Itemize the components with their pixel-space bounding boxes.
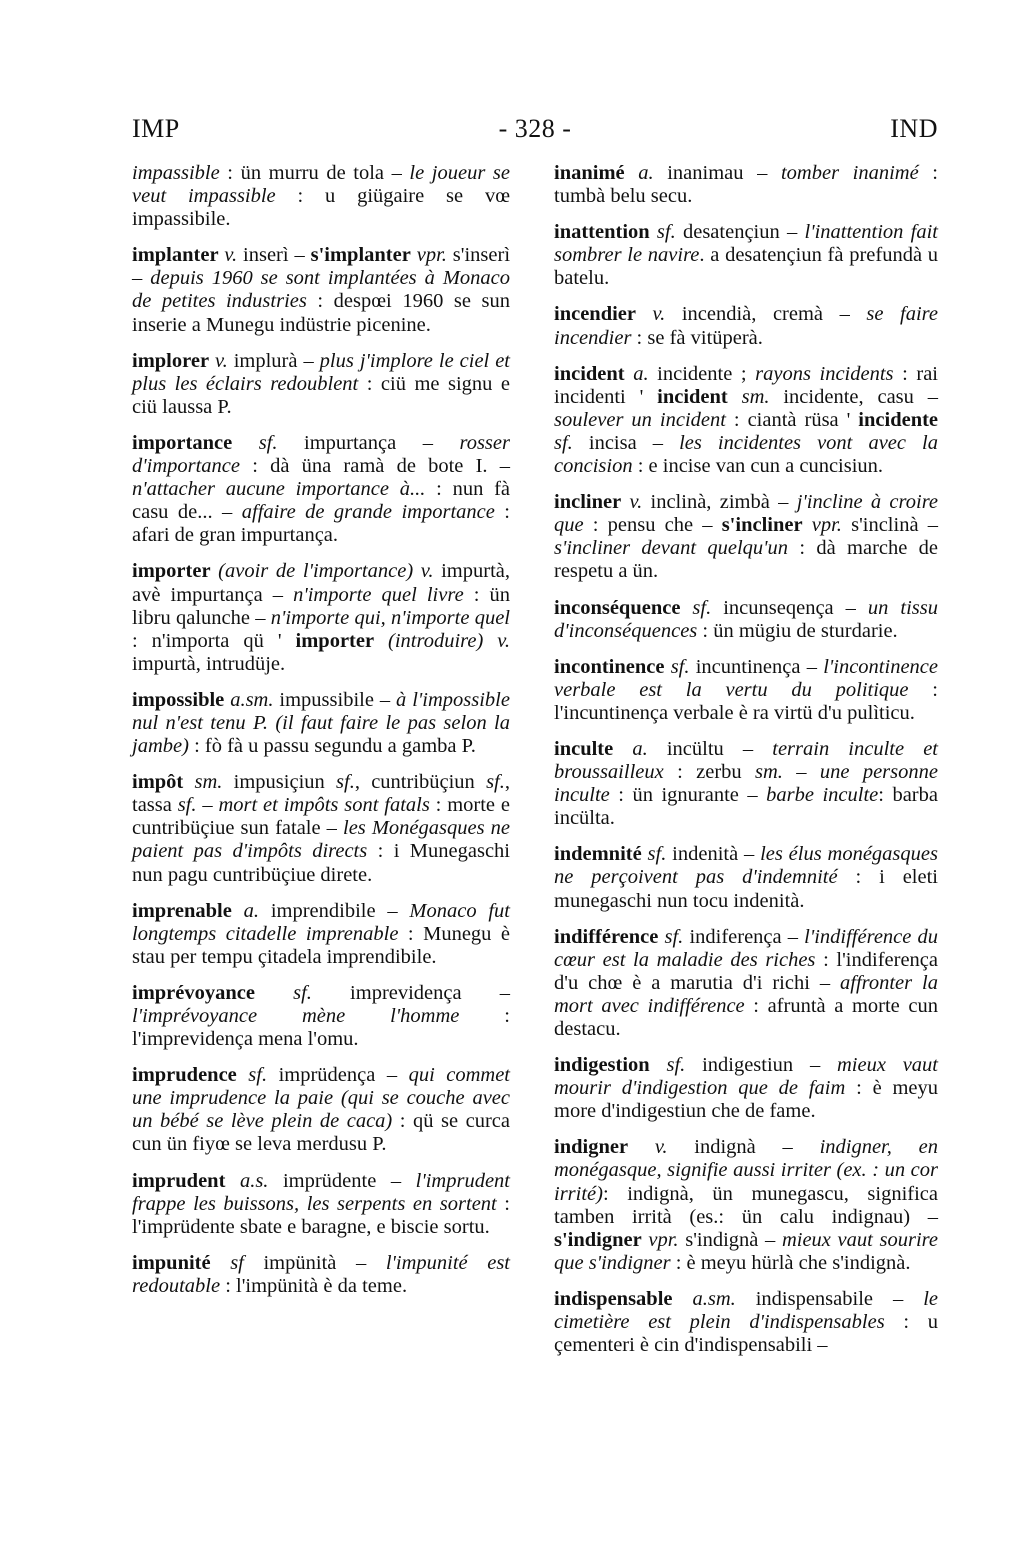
french-example: mieux vaut sourire que s'indigner bbox=[554, 1228, 938, 1274]
french-example: affronter la mort avec indifférence bbox=[554, 971, 938, 1017]
monegasque-text: desatençiun – bbox=[682, 221, 805, 244]
headword: imprévoyance bbox=[132, 981, 255, 1004]
dictionary-entry bbox=[554, 1054, 938, 1123]
grammar-label: a. bbox=[624, 362, 658, 385]
monegasque-text: impurtà, avè impurtança – bbox=[132, 560, 510, 606]
dictionary-entry bbox=[132, 1252, 510, 1298]
headword: impôt bbox=[132, 771, 184, 794]
french-example: l'inattention fait sombrer le navire bbox=[554, 221, 938, 267]
monegasque-text: incidente, casu – bbox=[783, 385, 938, 408]
headword: inculte bbox=[554, 737, 614, 760]
monegasque-text: : pensu che – bbox=[583, 514, 722, 537]
headword: incident bbox=[657, 385, 728, 408]
monegasque-text: imprevidença – bbox=[350, 981, 510, 1004]
headword: incident bbox=[554, 362, 625, 385]
headword: impunité bbox=[132, 1251, 211, 1274]
dictionary-entry bbox=[554, 926, 938, 1041]
grammar-label: sf. bbox=[658, 925, 690, 948]
monegasque-text: : u çementeri è cin d'indispensabili – bbox=[554, 1311, 938, 1357]
monegasque-text: : Munegu è stau per tempu çitadela imprendibile. bbox=[132, 922, 511, 968]
grammar-label: sf. bbox=[336, 771, 355, 794]
monegasque-text: indiferença – bbox=[689, 925, 805, 948]
monegasque-text: incidente ; bbox=[657, 362, 756, 385]
monegasque-text: : ün mügiu de sturdarie. bbox=[697, 619, 898, 642]
headword: indigestion bbox=[554, 1054, 650, 1077]
monegasque-text: : afruntà a morte cun destacu. bbox=[554, 994, 938, 1040]
french-example: affaire de grande importance bbox=[241, 501, 495, 524]
dictionary-entry bbox=[132, 350, 510, 419]
headword: incontinence bbox=[554, 655, 665, 678]
monegasque-text: implurà – bbox=[233, 349, 320, 372]
french-example: depuis 1960 se sont implantées à Monaco de petites industries bbox=[132, 267, 511, 313]
grammar-label: sf. bbox=[236, 1064, 279, 1087]
french-example: l'impunité est redoutable bbox=[132, 1251, 510, 1297]
monegasque-text: : se fà vitüperà. bbox=[631, 326, 763, 349]
dictionary-entry bbox=[554, 303, 938, 349]
dictionary-entry bbox=[554, 162, 938, 208]
grammar-label: a. bbox=[613, 737, 667, 760]
monegasque-text: s'indignà – bbox=[678, 1228, 782, 1251]
dictionary-entry bbox=[554, 656, 938, 725]
grammar-label: sm. bbox=[755, 761, 783, 784]
monegasque-text: : e incise van cun a cuncisiun. bbox=[632, 455, 884, 478]
monegasque-text: : afari de gran impurtança. bbox=[132, 501, 510, 547]
french-example: n'importe quel livre bbox=[293, 583, 464, 606]
headword: imprudent bbox=[132, 1169, 226, 1192]
monegasque-text: inclinà, zimbà – bbox=[650, 491, 797, 514]
grammar-label: v. bbox=[621, 491, 651, 514]
monegasque-text: : ün murru de tola – bbox=[219, 162, 410, 184]
french-example: se faire incendier bbox=[554, 303, 938, 349]
grammar-label: sf. bbox=[664, 655, 696, 678]
monegasque-text: : è meyu hürlà che s'indignà. bbox=[670, 1251, 911, 1274]
monegasque-text: : i eleti munegaschi nun tocu indenità. bbox=[554, 866, 938, 912]
monegasque-text: : barba incülta. bbox=[554, 784, 938, 830]
headword: s'implanter bbox=[310, 244, 411, 267]
dictionary-entry bbox=[132, 900, 510, 969]
monegasque-text: impussibile – bbox=[279, 688, 397, 711]
monegasque-text: impurtança – bbox=[304, 431, 460, 454]
monegasque-text: – bbox=[196, 794, 219, 817]
headword: importance bbox=[132, 431, 233, 454]
grammar-label: a. bbox=[624, 162, 668, 184]
monegasque-text: : i Munegaschi nun pagu cuntribüçiue direte. bbox=[132, 840, 510, 886]
monegasque-text: : tumbà belu secu. bbox=[554, 162, 939, 208]
french-example: terrain inculte et broussailleux bbox=[554, 737, 939, 784]
monegasque-text: : ün ignurante – bbox=[609, 784, 767, 807]
grammar-label: sf. bbox=[641, 843, 673, 866]
monegasque-text: s'inserì – bbox=[132, 244, 511, 290]
left-column bbox=[132, 162, 510, 1370]
dictionary-entry bbox=[554, 843, 938, 912]
grammar-label: v. bbox=[636, 303, 682, 326]
monegasque-text: indigestiun – bbox=[702, 1054, 837, 1077]
french-example: l'imprudent frappe les buissons, les serpents en sortent bbox=[132, 1169, 510, 1215]
headword: imprudence bbox=[132, 1064, 237, 1087]
french-example: les incidentes vont avec la concision bbox=[554, 431, 938, 478]
monegasque-text: s'inclinà – bbox=[841, 514, 938, 537]
monegasque-text: incuntinença – bbox=[695, 655, 824, 678]
french-example: l'imprévoyance mène l'homme bbox=[132, 1005, 460, 1027]
monegasque-text: incültu – bbox=[666, 737, 773, 760]
headword: impossible bbox=[132, 688, 225, 711]
grammar-label: sf. bbox=[486, 771, 505, 794]
monegasque-text: : n'importa qü ' bbox=[132, 629, 296, 652]
dictionary-entry bbox=[554, 221, 938, 290]
grammar-label: sf. bbox=[232, 431, 305, 454]
monegasque-text: : u giügaire se vœ impassibile. bbox=[132, 185, 511, 231]
headword: inanimé bbox=[554, 162, 625, 184]
grammar-label: a.sm. bbox=[224, 688, 280, 711]
monegasque-text: , cuntribüçiun bbox=[354, 771, 487, 794]
dictionary-entry bbox=[132, 689, 510, 758]
monegasque-text: imprendibile – bbox=[270, 899, 410, 922]
grammar-label: sf. bbox=[254, 981, 351, 1004]
headword: incliner bbox=[554, 491, 622, 514]
headword: s'indigner bbox=[554, 1228, 642, 1251]
dictionary-entry bbox=[554, 491, 938, 583]
dictionary-entry bbox=[132, 771, 510, 886]
grammar-label: sf. bbox=[680, 596, 724, 619]
french-example: s'incliner devant quelqu'un bbox=[554, 537, 789, 560]
french-example: à l'impossible nul n'est tenu P. (il faut faire le pas selon la jambe) bbox=[132, 688, 510, 758]
grammar-label: sf. bbox=[554, 431, 589, 454]
grammar-label: sm. bbox=[183, 771, 234, 794]
french-example: rayons incidents bbox=[755, 362, 894, 385]
headword: implanter bbox=[132, 244, 219, 267]
monegasque-text: incunseqença – bbox=[723, 596, 868, 619]
dictionary-entry bbox=[132, 982, 510, 1051]
french-example: le cimetière est plein d'indispensables bbox=[554, 1287, 938, 1334]
french-example: rosser d'importance bbox=[132, 431, 510, 478]
monegasque-text: : fò fà u passu segundu a gamba P. bbox=[188, 735, 476, 758]
french-example: Monaco fut longtemps citadelle imprenable bbox=[132, 899, 510, 945]
grammar-label: v. bbox=[628, 1136, 695, 1159]
french-example: un tissu d'inconséquences bbox=[554, 596, 938, 642]
dictionary-entry bbox=[554, 1136, 938, 1275]
french-example: j'incline à croire que bbox=[554, 491, 939, 537]
dictionary-entry bbox=[554, 597, 938, 643]
french-example: n'attacher aucune importance à... bbox=[132, 478, 426, 501]
monegasque-text: : morte e cuntribüçiue sun fatale – bbox=[132, 794, 510, 840]
french-example: l'indifférence du cœur est la maladie des riches bbox=[554, 925, 938, 971]
grammar-label: v. bbox=[218, 244, 244, 267]
grammar-label: sm. bbox=[727, 385, 784, 408]
monegasque-text: impusiçiun bbox=[233, 771, 337, 794]
monegasque-text: : qü se curca cun ün fiyœ se leva merdusu P. bbox=[132, 1110, 510, 1156]
monegasque-text: : nun fà casu de... – bbox=[132, 478, 510, 524]
french-example: soulever un incident bbox=[554, 408, 726, 431]
monegasque-text: , tassa bbox=[132, 771, 510, 817]
grammar-label: sf bbox=[210, 1251, 264, 1274]
headword: implorer bbox=[132, 349, 210, 372]
header-last-entry: IND bbox=[890, 114, 938, 143]
monegasque-text: : è meyu more d'indigestiun che de fame. bbox=[554, 1077, 939, 1123]
monegasque-text: : l'imprüdente sbate e baragne, e biscie sortu. bbox=[132, 1192, 510, 1238]
grammar-label: (avoir de l'importance) v. bbox=[210, 560, 442, 583]
monegasque-text: impünità – bbox=[263, 1251, 386, 1274]
monegasque-text: : l'imprevidença mena l'omu. bbox=[132, 1005, 511, 1051]
monegasque-text: : rai incidenti ' bbox=[554, 362, 938, 408]
monegasque-text: indignà – bbox=[694, 1136, 820, 1159]
monegasque-text: indispensabile – bbox=[755, 1287, 924, 1310]
dictionary-entry bbox=[132, 560, 510, 675]
running-head bbox=[132, 114, 938, 144]
grammar-label: sf. bbox=[649, 221, 683, 244]
grammar-label: vpr. bbox=[802, 514, 842, 537]
headword: importer bbox=[295, 629, 375, 652]
french-example: barbe inculte bbox=[766, 784, 879, 807]
grammar-label: sf. bbox=[177, 794, 197, 817]
grammar-label: sf. bbox=[649, 1054, 703, 1077]
dictionary-entry bbox=[132, 432, 510, 547]
french-example: impassible bbox=[132, 162, 220, 184]
monegasque-text: : ün libru qalunche – bbox=[132, 583, 510, 629]
monegasque-text: incisa – bbox=[588, 431, 680, 454]
monegasque-text: : l'indiferença d'u chœ è a marutia d'i richi – bbox=[554, 948, 938, 994]
monegasque-text: imprüdente – bbox=[282, 1169, 416, 1192]
monegasque-text: : zerbu bbox=[663, 761, 755, 784]
monegasque-text: . a desatençiun fà prefundà u batelu. bbox=[554, 244, 939, 290]
french-example: mieux vaut mourir d'indigestion que de faim bbox=[554, 1054, 939, 1100]
french-example: une personne inculte bbox=[554, 761, 938, 807]
dictionary-entry bbox=[132, 1170, 510, 1239]
monegasque-text: : despœi 1960 se sun inserie a Munegu indüstrie picenine. bbox=[132, 290, 510, 336]
grammar-label: a.s. bbox=[225, 1169, 283, 1192]
monegasque-text: inserì – bbox=[243, 244, 311, 267]
headword: indemnité bbox=[554, 843, 642, 866]
french-example: n'importe qui, n'importe quel bbox=[270, 606, 510, 629]
right-column bbox=[554, 162, 938, 1370]
french-example: tomber inanimé bbox=[780, 162, 919, 184]
monegasque-text: : l'incuntinença verbale è ra virtü d'u pulìticu. bbox=[554, 678, 938, 724]
grammar-label: (introduire) v. bbox=[374, 629, 510, 652]
columns bbox=[132, 162, 938, 1370]
headword: incidente bbox=[858, 408, 939, 431]
monegasque-text: : l'impünità è da teme. bbox=[220, 1274, 408, 1297]
headword: s'incliner bbox=[721, 514, 803, 537]
monegasque-text: : dà üna ramà de bote I. – bbox=[240, 455, 510, 478]
headword: indigner bbox=[554, 1136, 629, 1159]
french-example: qui commet une imprudence la paie (qui se couche avec un bébé se lève plein de caca) bbox=[132, 1064, 510, 1133]
french-example: les Monégasques ne paient pas d'impôts directs bbox=[132, 817, 510, 863]
monegasque-text: – bbox=[782, 761, 820, 784]
grammar-label: a.sm. bbox=[672, 1287, 756, 1310]
grammar-label: vpr. bbox=[410, 244, 447, 267]
header-first-entry: IMP bbox=[132, 114, 180, 143]
headword: indispensable bbox=[554, 1287, 673, 1310]
french-example: indigner, en monégasque, signifie aussi irriter (ex. : un cor irrité) bbox=[554, 1136, 938, 1205]
french-example: mort et impôts sont fatals bbox=[218, 794, 430, 817]
headword: inconséquence bbox=[554, 596, 681, 619]
headword: indifférence bbox=[554, 925, 659, 948]
french-example: plus j'implore le ciel et plus les éclairs redoublent bbox=[132, 349, 511, 395]
headword: imprenable bbox=[132, 899, 232, 922]
monegasque-text: : indignà, ün munegascu, significa tamben irrità (es.: ün calu indignau) – bbox=[554, 1182, 938, 1228]
monegasque-text: : ciantà rüsa ' bbox=[725, 408, 859, 431]
dictionary-entry bbox=[132, 162, 510, 231]
grammar-label: vpr. bbox=[641, 1228, 679, 1251]
dictionary-entry bbox=[554, 1288, 938, 1357]
monegasque-text: imprüdença – bbox=[278, 1064, 409, 1087]
dictionary-entry bbox=[132, 244, 510, 336]
monegasque-text: : ciü me signu e ciü laussa P. bbox=[132, 372, 511, 418]
dictionary-entry bbox=[554, 363, 938, 478]
monegasque-text: impurtà, intrudüje. bbox=[132, 652, 286, 675]
headword: incendier bbox=[554, 303, 636, 326]
grammar-label: a. bbox=[231, 899, 271, 922]
monegasque-text: incendià, cremà – bbox=[681, 303, 867, 326]
monegasque-text: inanimau – bbox=[667, 162, 781, 184]
french-example: l'incontinence verbale est la vertu du politique bbox=[554, 655, 938, 701]
grammar-label: v. bbox=[209, 349, 234, 372]
dictionary-entry bbox=[132, 1064, 510, 1156]
page-number: - 328 - bbox=[498, 114, 572, 143]
headword: inattention bbox=[554, 221, 650, 244]
french-example: le joueur se veut impassible bbox=[132, 162, 510, 208]
dictionary-entry bbox=[554, 738, 938, 830]
monegasque-text: : dà marche de respetu a ün. bbox=[554, 537, 938, 583]
headword: importer bbox=[132, 560, 211, 583]
monegasque-text: indenità – bbox=[672, 843, 761, 866]
french-example: les élus monégasques ne perçoivent pas d'indemnité bbox=[554, 843, 938, 889]
